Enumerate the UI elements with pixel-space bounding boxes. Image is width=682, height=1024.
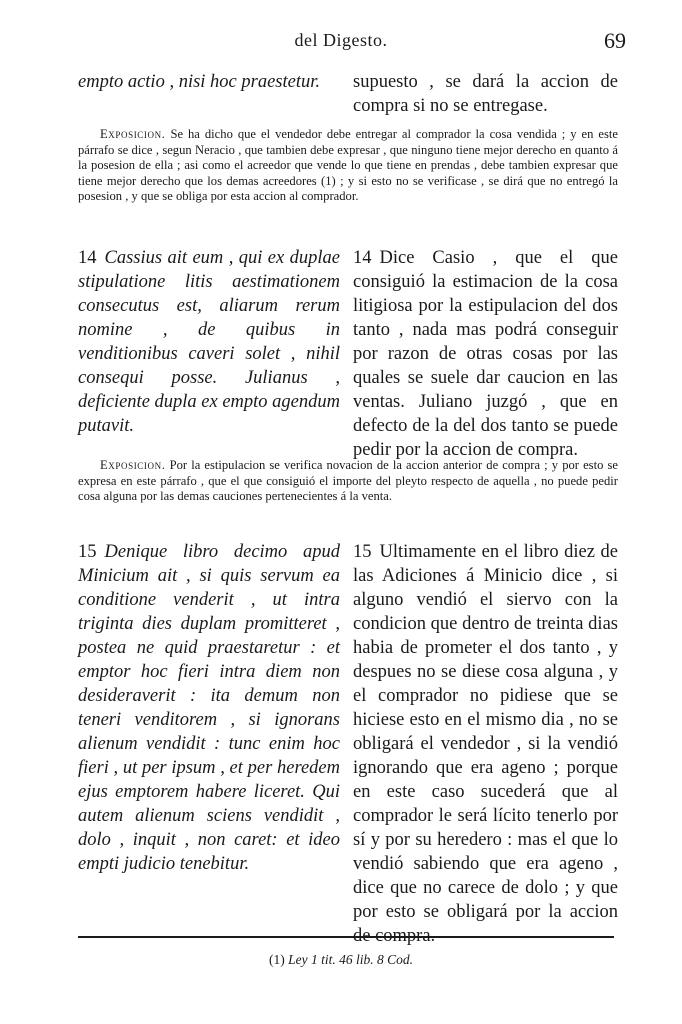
page-number: 69 <box>604 28 626 53</box>
section-14-latin-text: Cassius ait eum , qui ex duplae stipulatione litis aestimationem consecutus est, aliarum rerum nomine , de quibus in venditionibus caveri solet , nihil consequi posse. Julianus , deficiente dupla ex empto agendum putavit. <box>78 248 340 436</box>
section-15-number-latin: 15 <box>78 542 97 562</box>
exposition-label: Exposicion. <box>100 458 166 472</box>
footnote-marker: (1) <box>269 952 285 967</box>
exposition-text: Se ha dicho que el vendedor debe entregar al comprador la cosa vendida ; y en este párrafo se dice , segun Neracio , que tambien debe expresar , que ninguno tiene mejor derecho en quanto á la posesion de ella ; asi como el acreedor que vende lo que tiene en prendas , debe tambien expresar que tiene mejor derecho que los demas acreedores (1) ; y si esto no se verificase , se dirá que no entregó la posesion , y que se obliga por esta accion al comprador. <box>78 127 618 204</box>
section-14-number-latin: 14 <box>78 248 97 268</box>
running-title: del Digesto. <box>294 30 388 50</box>
footnote-text: Ley 1 tit. 46 lib. 8 Cod. <box>288 952 413 967</box>
section-15-latin-text: Denique libro decimo apud Minicium ait , si quis servum ea conditione venderit , ut intra triginta dies duplam promitteret , postea ne quid praestaretur : et emptor hoc fieri intra diem non desideraverit : ita demum non teneri venditorem , si ignorans alienum vendidit : tunc enim hoc fieri , ut per ipsum , et per heredem ejus emptorem habere liceret. Qui autem alienum sciens vendidit , dolo , inquit , non caret: et ideo empti judicio tenebitur. <box>78 542 340 874</box>
exposition-paragraph <box>78 127 618 205</box>
footnote-divider <box>78 936 614 938</box>
section-15-spanish-text: Ultimamente en el libro diez de las Adiciones á Minicio dice , si alguno vendió el siervo con la condicion que dentro de treinta dias habia de prometer el dos tanto , y despues no se diese cosa alguna , y el comprador no pidiese que se hiciese esto en el mismo dia , no se obligará el vendedor , si la vendió ignorando que era ageno ; porque en este caso sucederá que al comprador le será lícito tenerlo por sí y por su heredero : mas el que lo vendió sabiendo que era ageno , dice que no carece de dolo ; y que por esto se obligará por la accion de compra. <box>353 542 618 946</box>
section-15-spanish <box>353 540 618 948</box>
section-14-number-spanish: 14 <box>353 248 372 268</box>
section-15-latin <box>78 540 340 876</box>
exposition-paragraph <box>78 458 618 505</box>
continuation-latin: empto actio , nisi hoc praestetur. <box>78 72 321 92</box>
section-15-number-spanish: 15 <box>353 542 372 562</box>
footnote <box>0 952 682 968</box>
section-14-latin <box>78 246 340 438</box>
exposition-label: Exposicion. <box>100 127 166 141</box>
exposition-text: Por la estipulacion se verifica novacion de la accion anterior de compra ; y por esto se expresa en este párrafo , que el que consiguió el importe del pleyto respecto de aquella , no puede pedir cosa alguna por las demas cauciones pertenecientes á la venta. <box>78 458 618 504</box>
continuation-spanish: supuesto , se dará la accion de compra si no se entregase. <box>353 72 618 116</box>
section-14-spanish-text: Dice Casio , que el que consiguió la estimacion de la cosa litigiosa por la estipulacion del dos tanto , nada mas podrá conseguir por razon de otras cosas por las quales se suele dar caucion en las ventas. Juliano juzgó , que en defecto de la del dos tanto se puede pedir por la accion de compra. <box>353 248 618 460</box>
section-14-spanish <box>353 246 618 462</box>
